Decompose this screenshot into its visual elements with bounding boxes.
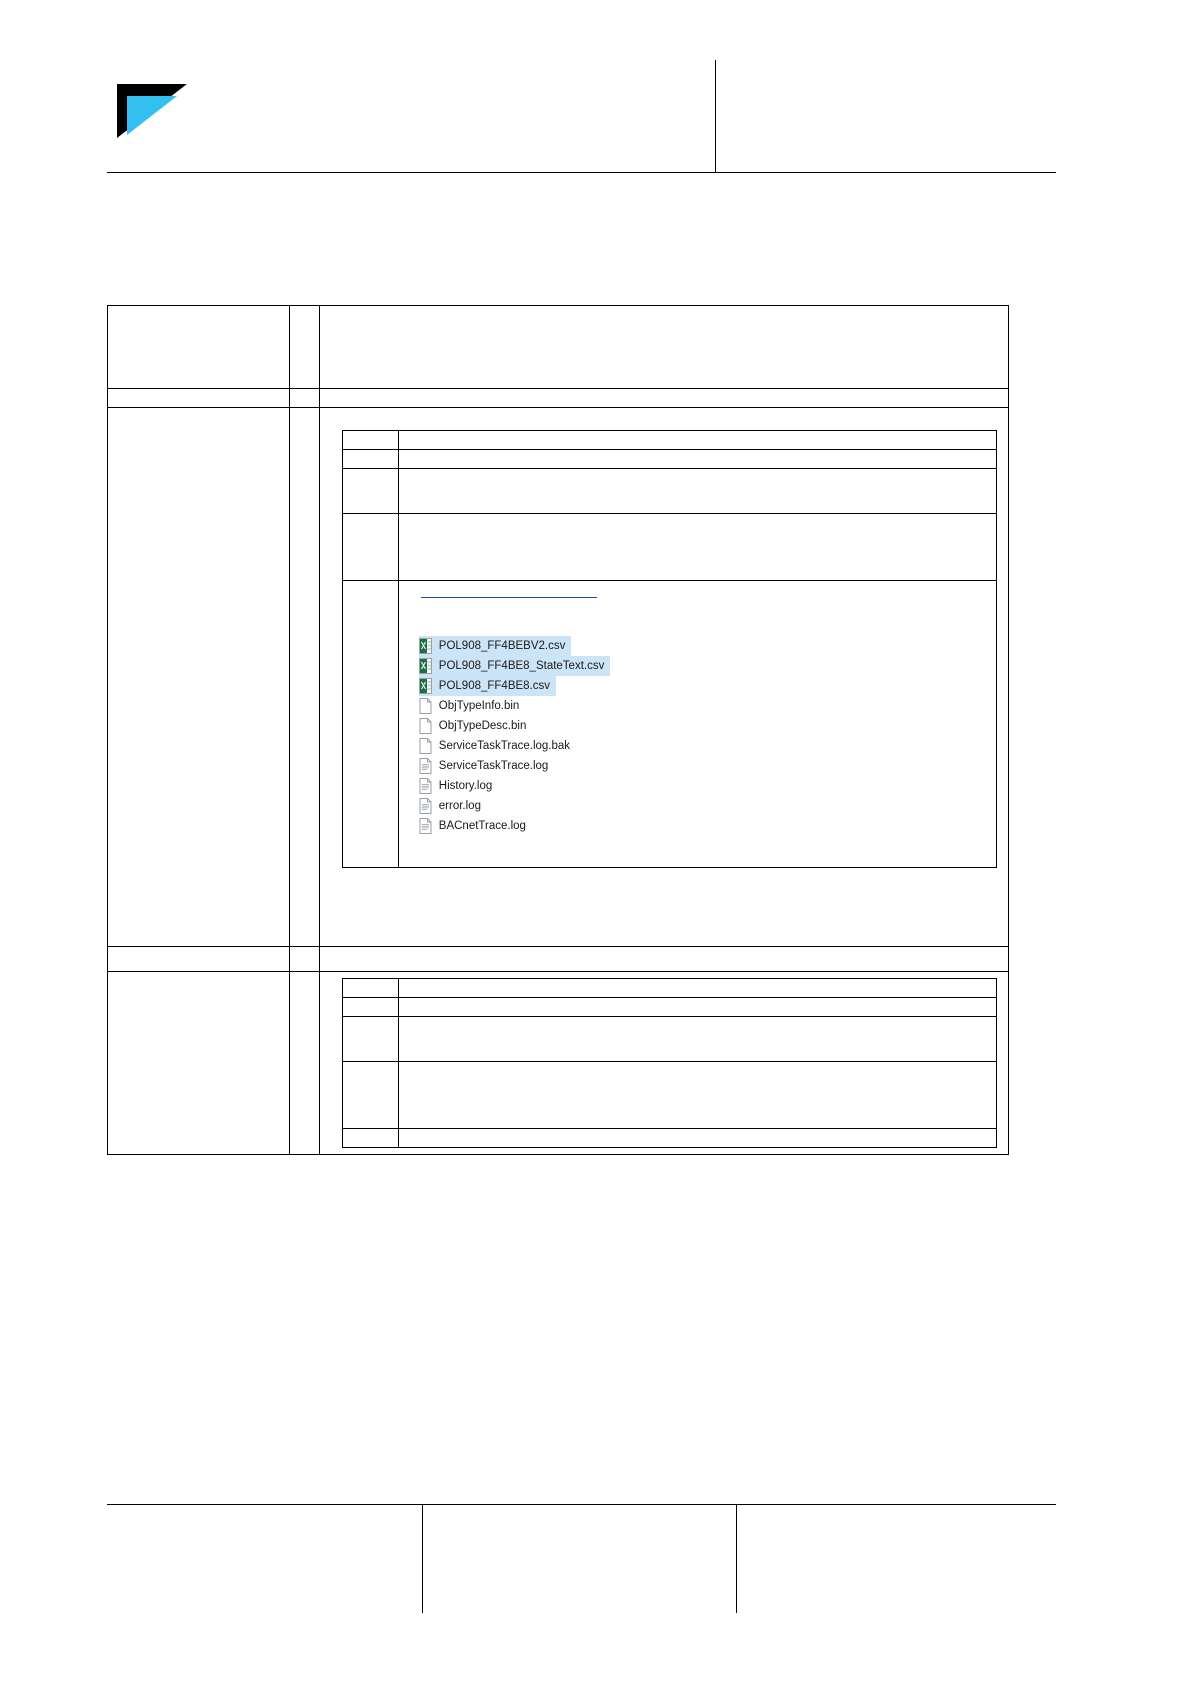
inner-row [343,431,997,450]
inner-step-text [398,514,996,581]
file-name: ServiceTaskTrace.log.bak [438,740,571,752]
page-header [107,60,1056,175]
csv-file-icon [419,658,432,674]
inner-row [343,1017,997,1062]
inner-row [343,1062,997,1129]
binary-file-icon [419,718,432,734]
header-vertical-divider [715,60,716,172]
file-name: History.log [438,780,493,792]
inner-step-number [343,431,399,450]
inner-row [343,450,997,469]
file-name: ObjTypeDesc.bin [438,720,527,732]
list-item[interactable] [419,676,556,696]
file-name: ServiceTaskTrace.log [438,760,549,772]
row-content-cell [320,408,1009,947]
inner-step-number [343,998,399,1017]
log-file-icon [419,758,432,774]
table-row-with-screenshot [108,408,1009,947]
inner-steps-table-bottom [342,978,997,1148]
file-browser-cell [398,581,996,868]
inner-step-text [399,979,997,998]
inner-step-text [398,431,996,450]
file-name: BACnetTrace.log [438,820,526,832]
row-label-cell [108,306,290,389]
inner-step-number [343,581,399,868]
inner-step-text [399,1062,997,1129]
path-underline [421,597,597,598]
row-number-cell [289,972,319,1155]
inner-step-text [399,998,997,1017]
list-item[interactable] [419,716,533,736]
list-item[interactable] [419,816,532,836]
list-item[interactable] [419,776,498,796]
file-list[interactable] [419,636,992,836]
inner-row [343,998,997,1017]
inner-step-text [399,1129,997,1148]
log-file-icon [419,798,432,814]
log-file-icon [419,818,432,834]
inner-step-number [343,450,399,469]
row-number-cell [289,306,319,389]
row-number-cell [289,947,319,972]
footer-rule [107,1504,1056,1505]
file-browser[interactable] [403,583,992,836]
csv-file-icon [419,678,432,694]
inner-step-number [343,1129,399,1148]
inner-row [343,514,997,581]
row-label-cell [108,389,290,408]
inner-step-text [399,1017,997,1062]
row-number-cell [289,389,319,408]
inner-step-number [343,1017,399,1062]
inner-steps-table [342,430,997,868]
inner-step-text [398,450,996,469]
backup-file-icon [419,738,432,754]
list-item[interactable] [419,696,526,716]
main-document-table [107,305,1009,1155]
company-logo [115,80,193,140]
table-row [108,972,1009,1155]
file-name: POL908_FF4BEBV2.csv [438,640,566,652]
file-name: ObjTypeInfo.bin [438,700,520,712]
table-row [108,306,1009,389]
log-file-icon [419,778,432,794]
file-name: POL908_FF4BE8_StateText.csv [438,660,605,672]
row-content-cell [320,972,1009,1155]
inner-step-number [343,979,399,998]
inner-step-text [398,469,996,514]
row-content-cell [320,306,1009,389]
row-number-cell [289,408,319,947]
list-item[interactable] [419,656,611,676]
binary-file-icon [419,698,432,714]
inner-table-wrapper-bottom [320,972,1008,1154]
header-horizontal-rule [107,172,1056,173]
inner-row [343,469,997,514]
row-label-cell [108,947,290,972]
inner-table-wrapper [320,408,1008,878]
page-footer [107,1504,1056,1614]
inner-step-number [343,469,399,514]
list-item[interactable] [419,736,576,756]
row-label-cell [108,972,290,1155]
file-name: POL908_FF4BE8.csv [438,680,551,692]
list-item[interactable] [419,756,555,776]
list-item[interactable] [419,796,487,816]
table-row [108,389,1009,408]
inner-row-file-browser [343,581,997,868]
inner-step-number [343,514,399,581]
row-content-cell [320,389,1009,408]
inner-row [343,1129,997,1148]
row-content-cell [320,947,1009,972]
footer-divider-2 [736,1505,737,1613]
list-item[interactable] [419,636,572,656]
footer-divider-1 [422,1505,423,1613]
inner-row [343,979,997,998]
inner-step-number [343,1062,399,1129]
table-row [108,947,1009,972]
csv-file-icon [419,638,432,654]
row-label-cell [108,408,290,947]
file-name: error.log [438,800,481,812]
